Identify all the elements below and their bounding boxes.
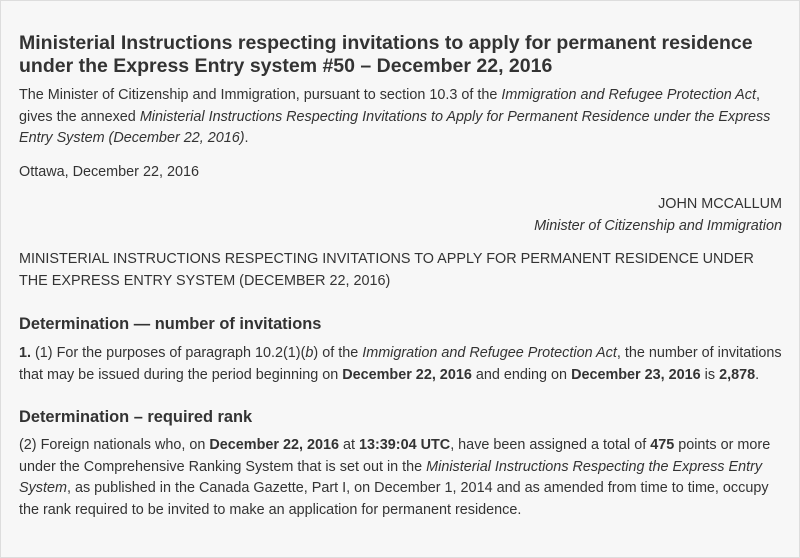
section-text: at: [339, 437, 359, 453]
invitation-count: 2,878: [719, 366, 756, 383]
place-date: Ottawa, December 22, 2016: [19, 163, 199, 180]
section-text: and ending on: [471, 366, 572, 383]
signatory-role: [19, 216, 782, 238]
intro-text: .: [244, 130, 249, 146]
section-number: 1.: [19, 345, 32, 361]
end-date: December 23, 2016: [571, 366, 701, 383]
intro-text: The Minister of Citizenship and Immigration, pursuant to section 10.3 of the: [19, 87, 502, 103]
paragraph-letter: b: [305, 345, 314, 361]
section-text: is: [700, 366, 720, 383]
points-threshold: 475: [650, 437, 675, 453]
section-text: ) of the: [313, 345, 363, 361]
rank-date: December 22, 2016: [209, 437, 339, 453]
section-text: , as published in the Canada Gazette, Part I, on December 1, 2014 and as amended from time to time, occupy the rank required to be invited to make an application for permanent residence.: [19, 480, 769, 518]
instrument-title: MINISTERIAL INSTRUCTIONS RESPECTING INVITATIONS TO APPLY FOR PERMANENT RESIDENCE UNDER THE EXPRESS ENTRY SYSTEM (DECEMBER 22, 2016): [19, 251, 754, 289]
start-date: December 22, 2016: [342, 366, 472, 383]
section-text: points or more under the Comprehensive Ranking System that is set out in the: [19, 437, 771, 475]
act-name: Immigration and Refugee Protection Act: [501, 87, 756, 103]
section-1-paragraph: [19, 343, 782, 386]
section-heading-required-rank: Determination – required rank: [19, 408, 253, 426]
instructions-name: Ministerial Instructions Respecting Invitations to Apply for Permanent Residence under the Express Entry System (December 22, 2016): [19, 108, 771, 146]
signature-block: [19, 194, 782, 237]
section-text: , have been assigned a total of: [450, 437, 651, 453]
rank-time: 13:39:04 UTC: [359, 437, 451, 453]
act-name: Immigration and Refugee Protection Act: [362, 345, 617, 361]
section-text: .: [755, 366, 760, 383]
instructions-name: Ministerial Instructions Respecting the Express Entry System: [19, 458, 763, 496]
section-text: (2) Foreign nationals who, on: [19, 437, 210, 453]
section-2-paragraph: [19, 435, 782, 521]
section-text: , the number of invitations that may be issued during the period beginning on: [19, 345, 782, 383]
section-text: (1) For the purposes of paragraph 10.2(1)(: [31, 345, 306, 361]
intro-text: , gives the annexed: [19, 87, 760, 125]
section-heading-number-of-invitations: Determination — number of invitations: [19, 315, 322, 333]
signatory-name: JOHN MCCALLUM: [658, 196, 782, 212]
page-title: Ministerial Instructions respecting invitations to apply for permanent residence under the Express Entry system #50 – December 22, 2016: [19, 32, 753, 77]
signatory-role-text: Minister of Citizenship and Immigration: [534, 217, 782, 234]
intro-paragraph: [19, 85, 782, 150]
